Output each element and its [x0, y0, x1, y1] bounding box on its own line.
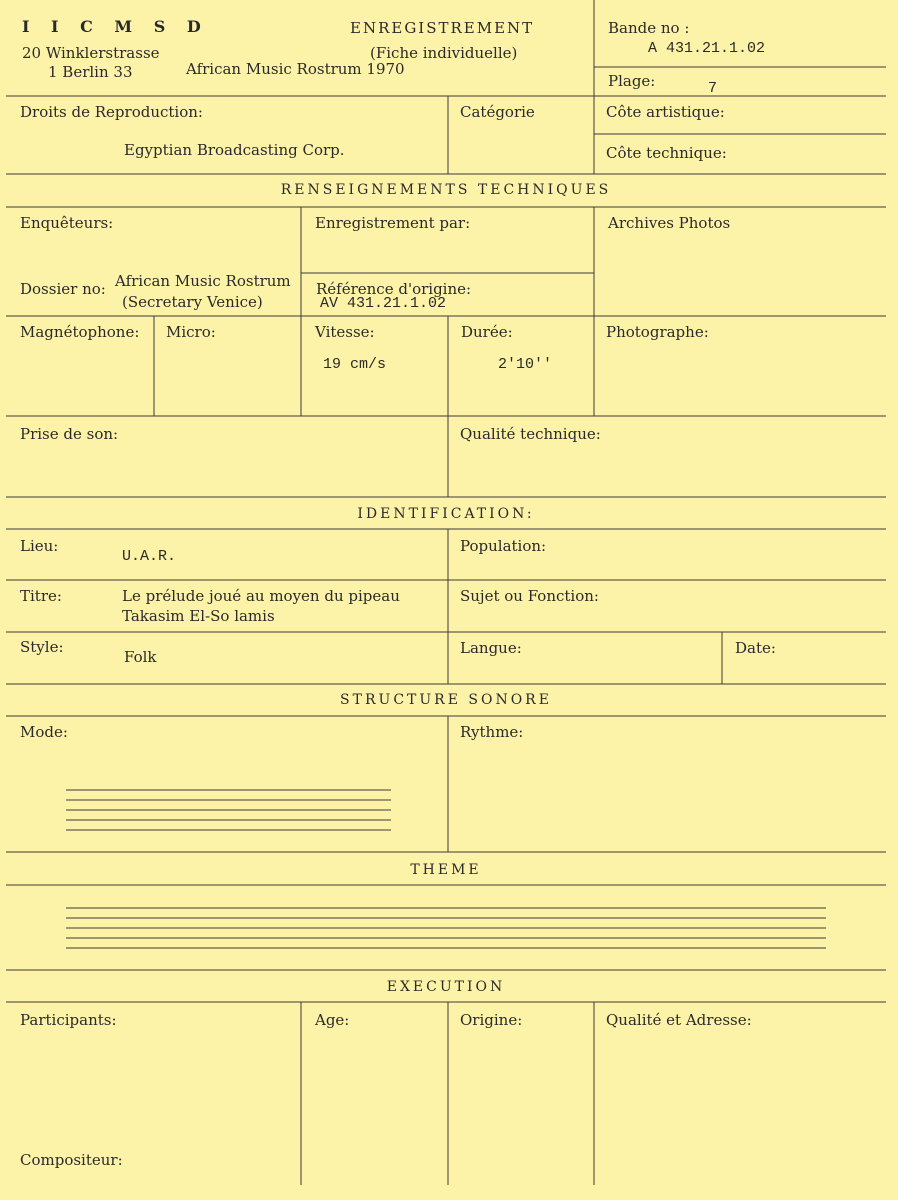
enqueteurs-label: Enquêteurs:	[20, 214, 114, 232]
section-identification: IDENTIFICATION:	[357, 506, 535, 522]
vitesse-label: Vitesse:	[315, 323, 375, 341]
bande-value: A 431.21.1.02	[648, 40, 766, 57]
institution-logo: I I C M S D	[22, 17, 209, 36]
qualite-technique-label: Qualité technique:	[460, 425, 601, 443]
mode-label: Mode:	[20, 723, 68, 741]
section-theme: THEME	[410, 862, 482, 878]
titre-value-line2: Takasim El-So lamis	[122, 607, 275, 625]
style-value: Folk	[124, 648, 157, 666]
population-label: Population:	[460, 537, 547, 555]
theme-staff	[66, 908, 826, 948]
lieu-label: Lieu:	[20, 537, 59, 555]
dossier-value-line1: African Music Rostrum	[115, 272, 291, 290]
reference-label: Référence d'origine:	[316, 280, 472, 298]
event-name: African Music Rostrum 1970	[186, 60, 405, 78]
section-renseignements: RENSEIGNEMENTS TECHNIQUES	[280, 182, 612, 198]
date-label: Date:	[735, 639, 776, 657]
droits-value: Egyptian Broadcasting Corp.	[124, 141, 345, 159]
origine-label: Origine:	[460, 1011, 523, 1029]
style-label: Style:	[20, 638, 64, 656]
section-execution: EXECUTION	[386, 979, 506, 995]
sujet-label: Sujet ou Fonction:	[460, 587, 599, 605]
mode-staff	[66, 790, 391, 830]
magnetophone-label: Magnétophone:	[20, 323, 140, 341]
vitesse-value: 19 cm/s	[323, 356, 387, 373]
participants-label: Participants:	[20, 1011, 117, 1029]
cote-technique-label: Côte technique:	[606, 144, 727, 162]
dossier-value-line2: (Secretary Venice)	[122, 293, 263, 311]
compositeur-label: Compositeur:	[20, 1151, 123, 1169]
cote-artistique-label: Côte artistique:	[606, 103, 725, 121]
droits-label: Droits de Reproduction:	[20, 103, 203, 121]
photographe-label: Photographe:	[606, 323, 709, 341]
archives-photos-label: Archives Photos	[608, 214, 731, 232]
dossier-label: Dossier no:	[20, 280, 106, 298]
micro-label: Micro:	[166, 323, 216, 341]
address-line2: 1 Berlin 33	[48, 63, 133, 81]
form-subtitle: (Fiche individuelle)	[370, 44, 518, 62]
enregistrement-par-label: Enregistrement par:	[315, 214, 471, 232]
prise-de-son-label: Prise de son:	[20, 425, 119, 443]
bande-label: Bande no :	[608, 19, 690, 37]
duree-value: 2'10''	[498, 356, 553, 373]
lieu-value: U.A.R.	[122, 548, 177, 565]
plage-value: 7	[708, 80, 718, 97]
categorie-label: Catégorie	[460, 103, 535, 121]
titre-value-line1: Le prélude joué au moyen du pipeau	[122, 587, 400, 605]
age-label: Age:	[315, 1011, 350, 1029]
qualite-adresse-label: Qualité et Adresse:	[606, 1011, 752, 1029]
form-title: ENREGISTREMENT	[350, 19, 535, 37]
duree-label: Durée:	[461, 323, 513, 341]
rythme-label: Rythme:	[460, 723, 524, 741]
langue-label: Langue:	[460, 639, 522, 657]
titre-label: Titre:	[20, 587, 62, 605]
address-line1: 20 Winklerstrasse	[22, 44, 160, 62]
section-structure-sonore: STRUCTURE SONORE	[340, 692, 552, 708]
reference-value: AV 431.21.1.02	[320, 295, 447, 312]
plage-label: Plage:	[608, 72, 656, 90]
